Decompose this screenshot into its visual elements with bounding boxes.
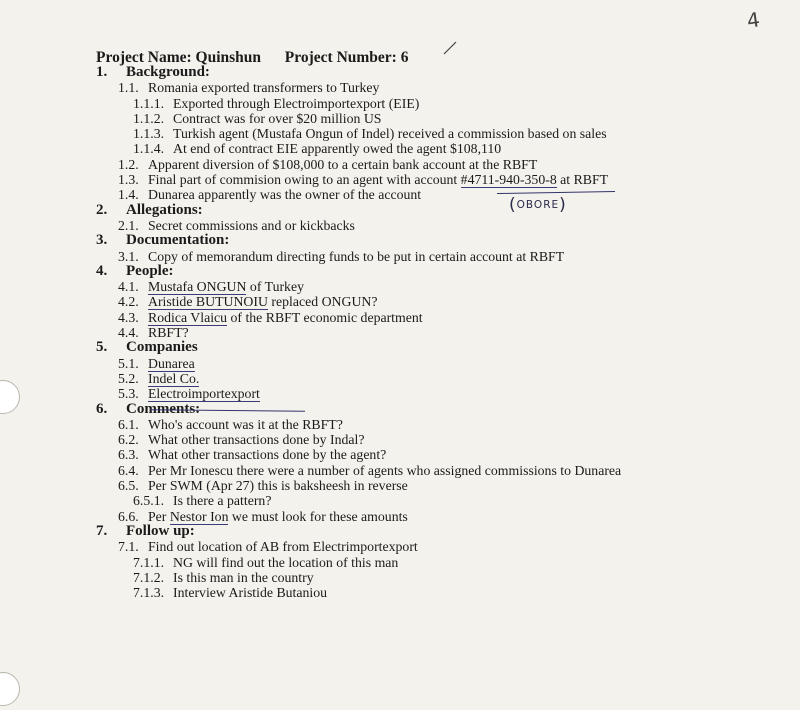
section-heading: [0, 264, 800, 279]
project-number: 6: [400, 49, 409, 66]
item-number: 4.3.: [118, 309, 139, 325]
item-text: Is this man in the country: [173, 569, 314, 585]
item-number: 7.1.2.: [133, 569, 165, 585]
item-text: Per SWM (Apr 27) this is baksheesh in reverse: [148, 478, 408, 494]
section-title: People:: [126, 262, 174, 279]
item-number: 4.1.: [118, 279, 139, 295]
item-number: 4.4.: [118, 325, 139, 341]
list-item: [0, 432, 800, 447]
list-item: [0, 80, 800, 95]
item-number: 5.1.: [118, 355, 139, 371]
section-title: Comments:: [126, 400, 201, 417]
item-number: 7.1.1.: [133, 554, 165, 570]
section-number: 2.: [96, 201, 108, 218]
item-number: 1.1.4.: [133, 141, 165, 157]
item-number: 6.1.: [118, 416, 139, 432]
section-heading: [0, 340, 800, 355]
section-heading: [0, 233, 800, 248]
item-number: 6.5.1.: [133, 493, 165, 509]
list-item: [0, 249, 800, 264]
item-text: Interview Aristide Butaniou: [173, 585, 328, 601]
underlined-text: Indel Co.: [148, 370, 200, 386]
item-number: 1.3.: [118, 172, 139, 188]
item-number: 6.4.: [118, 462, 139, 478]
item-number: 1.1.3.: [133, 126, 165, 142]
section-number: 3.: [96, 232, 108, 249]
item-number: 1.1.: [118, 80, 139, 96]
list-item: [0, 356, 800, 371]
list-item: [0, 417, 800, 432]
section-heading: [0, 402, 800, 417]
section-title: Follow up:: [126, 522, 195, 539]
item-number: 6.6.: [118, 508, 139, 524]
list-item: [0, 539, 800, 554]
handwritten-note: (OBORE): [509, 195, 567, 215]
list-item: [0, 371, 800, 386]
section-number: 4.: [96, 262, 108, 279]
list-item: [0, 218, 800, 233]
list-item: [0, 570, 800, 585]
item-number: 7.1.3.: [133, 585, 165, 601]
underlined-text: Rodica Vlaicu: [148, 309, 228, 325]
item-text: At end of contract EIE apparently owed the agent $108,110: [173, 141, 502, 157]
list-item: [0, 141, 800, 156]
item-text: Per: [148, 508, 170, 524]
project-name: Quinshun: [195, 49, 262, 66]
project-number-label: Project Number:: [284, 49, 397, 66]
underlined-text: Dunarea: [148, 355, 195, 371]
item-text: at RBFT: [556, 172, 609, 188]
underlined-text: #4711-940-350-8: [460, 172, 557, 188]
item-text: Contract was for over $20 million US: [173, 110, 382, 126]
list-item: [0, 447, 800, 462]
item-number: 6.2.: [118, 432, 139, 448]
section-title: Background:: [126, 64, 210, 80]
item-number: 3.1.: [118, 248, 139, 264]
item-text: Secret commissions and or kickbacks: [148, 217, 355, 233]
section-title: Companies: [126, 339, 198, 356]
item-text: Per Mr Ionescu there were a number of agents who assigned commissions to Dunarea: [148, 462, 622, 478]
item-number: 6.3.: [118, 447, 139, 463]
section-heading: [0, 524, 800, 539]
item-text: Final part of commision owing to an agent with account: [148, 172, 461, 188]
item-number: 7.1.: [118, 539, 139, 555]
list-item: [0, 325, 800, 340]
list-item: [0, 126, 800, 141]
section-heading: [0, 65, 800, 80]
item-text: of the RBFT economic department: [227, 309, 423, 325]
list-item: [0, 157, 800, 172]
list-item: [0, 310, 800, 325]
list-item: [0, 478, 800, 493]
list-item: [0, 386, 800, 401]
list-item: [0, 509, 800, 524]
section-number: 6.: [96, 400, 108, 417]
list-item: [0, 172, 800, 187]
list-item: [0, 555, 800, 570]
item-number: 1.2.: [118, 156, 139, 172]
item-text: RBFT?: [148, 325, 189, 341]
list-item: [0, 463, 800, 478]
item-number: 2.1.: [118, 217, 139, 233]
section-number: 5.: [96, 339, 108, 356]
list-item: [0, 585, 800, 600]
item-text: replaced ONGUN?: [267, 294, 378, 310]
underlined-text: Mustafa ONGUN: [148, 279, 247, 295]
underlined-text: Electroimportexport: [148, 386, 260, 402]
punch-hole: [0, 672, 20, 706]
item-text: Copy of memorandum directing funds to be put in certain account at RBFT: [148, 248, 565, 264]
item-number: 1.1.2.: [133, 110, 165, 126]
section-heading: [0, 203, 800, 218]
list-item: [0, 294, 800, 309]
item-number: 1.4.: [118, 187, 139, 203]
item-number: 5.2.: [118, 370, 139, 386]
item-text: Exported through Electroimportexport (EIE): [173, 95, 420, 111]
list-item: [0, 187, 800, 202]
item-text: What other transactions done by Indal?: [148, 432, 365, 448]
item-text: NG will find out the location of this man: [173, 554, 399, 570]
list-item: [0, 279, 800, 294]
section-title: Allegations:: [126, 201, 203, 218]
list-item: [0, 493, 800, 508]
section-number: 7.: [96, 522, 108, 539]
item-text: Apparent diversion of $108,000 to a certain bank account at the RBFT: [148, 156, 538, 172]
item-text: Find out location of AB from Electrimportexport: [148, 539, 418, 555]
item-number: 5.3.: [118, 386, 139, 402]
item-text: Is there a pattern?: [173, 493, 272, 509]
item-number: 1.1.1.: [133, 95, 165, 111]
item-text: of Turkey: [246, 279, 304, 295]
item-text: Dunarea apparently was the owner of the account: [148, 187, 422, 203]
section-number: 1.: [96, 64, 108, 80]
checkmark-icon: [442, 40, 458, 56]
outline-list: [0, 65, 800, 600]
item-text: we must look for these amounts: [228, 508, 408, 524]
list-item: [0, 111, 800, 126]
item-text: What other transactions done by the agent?: [148, 447, 387, 463]
list-item: [0, 96, 800, 111]
project-name-label: Project Name:: [96, 49, 192, 66]
item-text: Turkish agent (Mustafa Ongun of Indel) received a commission based on sales: [173, 126, 607, 142]
underlined-text: Aristide BUTUNOIU: [148, 294, 268, 310]
item-number: 4.2.: [118, 294, 139, 310]
underlined-text: Nestor Ion: [169, 508, 229, 524]
corner-handwritten-mark: 4: [745, 7, 762, 33]
section-title: Documentation:: [126, 232, 230, 249]
item-number: 6.5.: [118, 478, 139, 494]
item-text: Who's account was it at the RBFT?: [148, 416, 343, 432]
item-text: Romania exported transformers to Turkey: [148, 80, 380, 96]
